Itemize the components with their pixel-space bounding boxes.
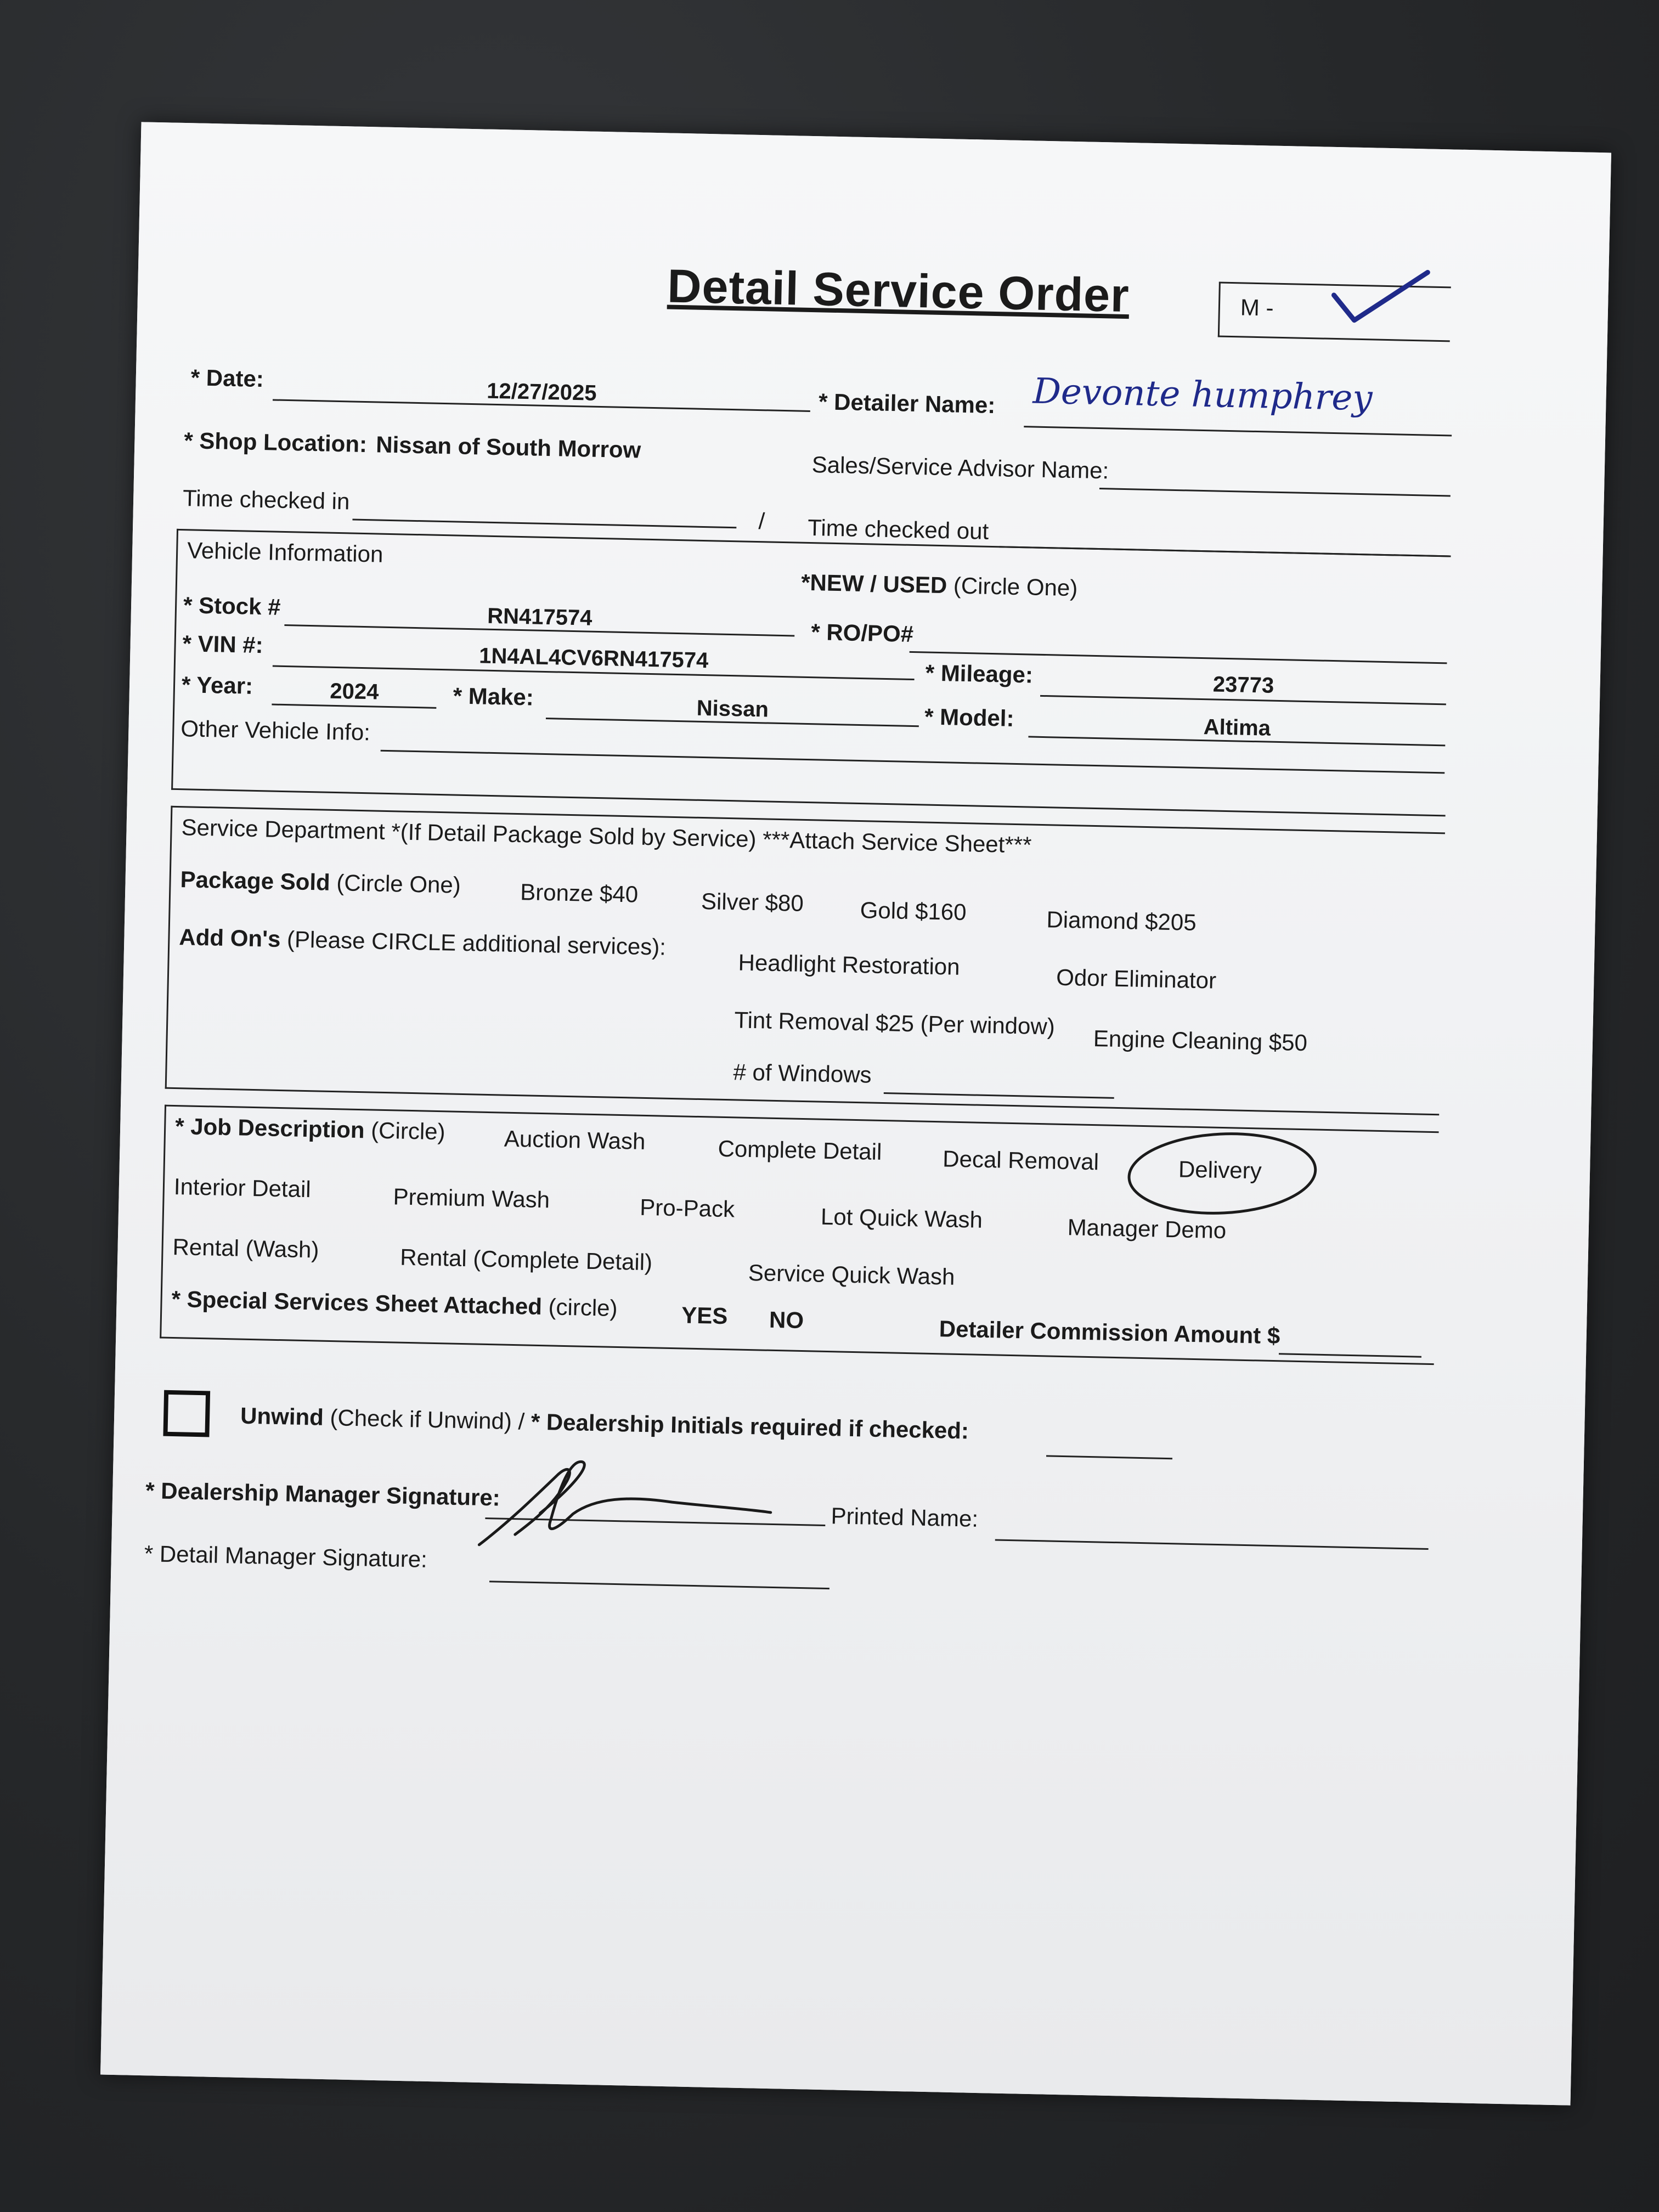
special-services-no[interactable]: NO bbox=[769, 1306, 804, 1334]
job-pro-pack[interactable]: Pro-Pack bbox=[639, 1194, 735, 1222]
windows-count-label: # of Windows bbox=[733, 1059, 872, 1088]
model-label: * Model: bbox=[924, 703, 1014, 731]
job-delivery[interactable]: Delivery bbox=[1178, 1156, 1262, 1184]
service-order-sheet bbox=[100, 122, 1611, 2105]
circled-selection-mark bbox=[1122, 1125, 1322, 1222]
vin-label: * VIN #: bbox=[182, 630, 264, 658]
package-silver[interactable]: Silver $80 bbox=[701, 888, 804, 916]
slash-separator: / bbox=[758, 508, 765, 534]
page-title: Detail Service Order bbox=[667, 259, 1130, 323]
job-description-field bbox=[175, 1113, 445, 1145]
new-used-instruction: (Circle One) bbox=[953, 572, 1078, 601]
make-value: Nissan bbox=[696, 696, 769, 722]
service-dept-header: Service Department *(If Detail Package Sold by Service) ***Attach Service Sheet*** bbox=[181, 814, 1032, 858]
mileage-value: 23773 bbox=[1212, 672, 1274, 698]
addon-headlight-restoration[interactable]: Headlight Restoration bbox=[738, 949, 961, 980]
manager-signature-label: * Dealership Manager Signature: bbox=[145, 1477, 501, 1511]
unwind-checkbox[interactable] bbox=[163, 1390, 210, 1437]
checkmark-icon bbox=[1328, 265, 1433, 328]
time-in-label: Time checked in bbox=[182, 485, 350, 515]
handwritten-signature bbox=[462, 1451, 838, 1568]
addon-tint-removal[interactable]: Tint Removal $25 (Per window) bbox=[734, 1007, 1056, 1040]
year-value: 2024 bbox=[329, 679, 379, 704]
package-sold-label: Package Sold bbox=[180, 866, 331, 895]
addons-instruction: (Please CIRCLE additional services): bbox=[286, 926, 667, 960]
mileage-label: * Mileage: bbox=[925, 659, 1034, 688]
addon-engine-cleaning[interactable]: Engine Cleaning $50 bbox=[1093, 1025, 1308, 1056]
detailer-label: * Detailer Name: bbox=[818, 388, 996, 419]
package-sold-instruction: (Circle One) bbox=[336, 870, 461, 898]
package-gold[interactable]: Gold $160 bbox=[860, 897, 967, 926]
detailer-handwritten: Devonte humphrey bbox=[1032, 371, 1373, 419]
job-rental-complete-detail[interactable]: Rental (Complete Detail) bbox=[399, 1244, 653, 1276]
job-manager-demo[interactable]: Manager Demo bbox=[1067, 1214, 1227, 1244]
shop-location-label: * Shop Location: bbox=[183, 427, 368, 458]
date-value: 12/27/2025 bbox=[486, 379, 597, 405]
special-services-label: * Special Services Sheet Attached bbox=[171, 1285, 543, 1320]
printed-name-line[interactable] bbox=[995, 1539, 1429, 1550]
make-label: * Make: bbox=[453, 682, 534, 710]
special-services-instruction: (circle) bbox=[548, 1294, 618, 1321]
new-used-label: *NEW / USED bbox=[800, 569, 947, 599]
commission-label: Detailer Commission Amount $ bbox=[939, 1316, 1280, 1349]
shop-location-value: Nissan of South Morrow bbox=[375, 431, 641, 463]
job-rental-wash[interactable]: Rental (Wash) bbox=[172, 1233, 319, 1263]
other-info-label: Other Vehicle Info: bbox=[180, 715, 371, 746]
initials-line[interactable] bbox=[1046, 1455, 1172, 1459]
vehicle-section-label: Vehicle Information bbox=[187, 537, 383, 567]
time-out-label: Time checked out bbox=[807, 514, 989, 544]
advisor-label: Sales/Service Advisor Name: bbox=[811, 452, 1109, 484]
detail-manager-signature-line[interactable] bbox=[489, 1581, 830, 1589]
unwind-label: Unwind bbox=[240, 1402, 324, 1430]
job-description-label: * Job Description bbox=[174, 1113, 365, 1143]
addons-label: Add On's bbox=[178, 924, 281, 952]
advisor-line[interactable] bbox=[1099, 488, 1451, 496]
job-description-instruction: (Circle) bbox=[370, 1117, 446, 1145]
job-interior-detail[interactable]: Interior Detail bbox=[173, 1173, 312, 1203]
m-label: M - bbox=[1240, 294, 1274, 321]
package-bronze[interactable]: Bronze $40 bbox=[520, 879, 639, 907]
job-lot-quick-wash[interactable]: Lot Quick Wash bbox=[820, 1203, 983, 1233]
job-decal-removal[interactable]: Decal Removal bbox=[942, 1146, 1099, 1175]
unwind-field bbox=[240, 1403, 969, 1444]
printed-name-label: Printed Name: bbox=[831, 1503, 979, 1532]
addon-odor-eliminator[interactable]: Odor Eliminator bbox=[1056, 964, 1217, 994]
date-label: * Date: bbox=[190, 364, 264, 392]
job-premium-wash[interactable]: Premium Wash bbox=[393, 1183, 550, 1213]
package-diamond[interactable]: Diamond $205 bbox=[1046, 906, 1197, 935]
time-in-line[interactable] bbox=[352, 519, 736, 529]
detailer-line[interactable] bbox=[1024, 426, 1452, 436]
special-services-yes[interactable]: YES bbox=[681, 1302, 728, 1329]
job-complete-detail[interactable]: Complete Detail bbox=[718, 1135, 882, 1165]
stock-label: * Stock # bbox=[183, 592, 281, 620]
unwind-instruction: (Check if Unwind) / bbox=[330, 1404, 525, 1435]
job-service-quick-wash[interactable]: Service Quick Wash bbox=[748, 1259, 955, 1290]
model-value: Altima bbox=[1203, 715, 1271, 741]
ro-po-label: * RO/PO# bbox=[810, 619, 914, 647]
initials-label: * Dealership Initials required if checked: bbox=[531, 1408, 969, 1444]
vin-value: 1N4AL4CV6RN417574 bbox=[478, 644, 709, 673]
year-label: * Year: bbox=[181, 672, 253, 699]
detail-manager-signature-label: * Detail Manager Signature: bbox=[144, 1541, 428, 1572]
job-auction-wash[interactable]: Auction Wash bbox=[504, 1125, 646, 1154]
stock-value: RN417574 bbox=[487, 603, 592, 630]
